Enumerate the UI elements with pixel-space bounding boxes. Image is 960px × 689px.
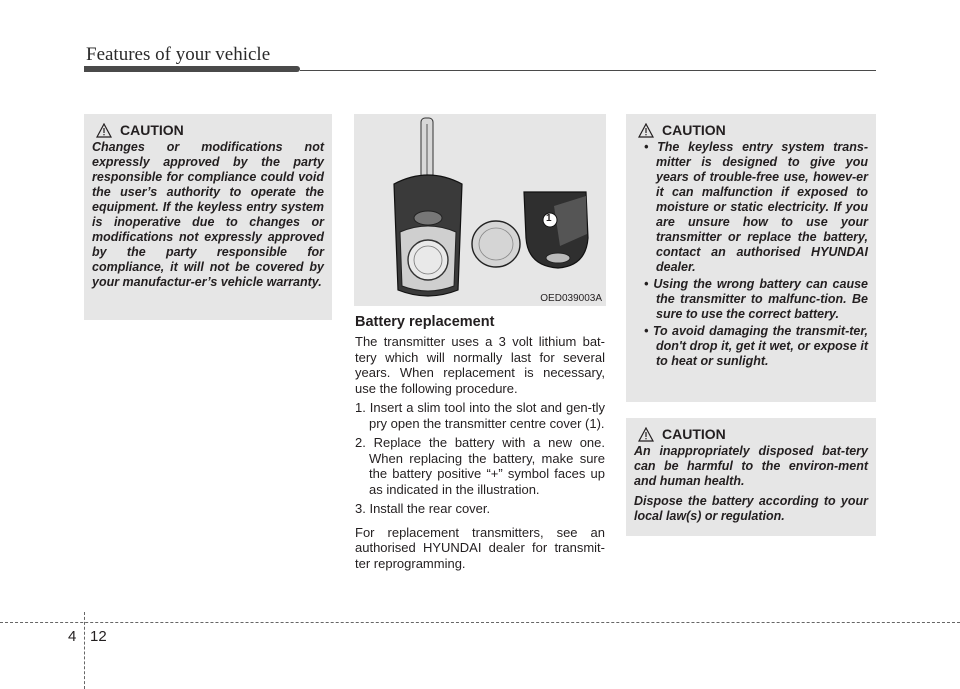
list-item: 3. Install the rear cover. <box>355 501 491 516</box>
caution-paragraph: Changes or modifications not expressly approved by the party responsible for compliance could void the user’s authority to operate the equipment. If the keyless entry system is inoperative due to changes or modifications not expressly approved by the party responsible for compliance, it will not be covered by your manufactur-er’s vehicle warranty. <box>92 140 324 289</box>
list-item: • To avoid damaging the transmit-ter, don't drop it, get it wet, or expose it to heat or sunlight. <box>634 324 868 369</box>
warning-icon <box>638 427 654 442</box>
caution-heading <box>96 122 324 138</box>
warning-icon <box>638 123 654 138</box>
caution-title: CAUTION <box>662 426 726 442</box>
caution-paragraph: An inappropriately disposed bat-tery can be harmful to the environ-ment and human health. <box>634 444 868 488</box>
caution-text <box>92 140 324 290</box>
list-item: • The keyless entry system trans-mitter is designed to give you years of trouble-free use, howev-er it can malfunction if exposed to moisture or static electricity. If you are unsure how to use your transmitter or replace the battery, contact an authorised HYUNDAI dealer. <box>634 140 868 275</box>
footer-divider <box>84 612 85 689</box>
header-bar <box>84 66 300 72</box>
section-title: Battery replacement <box>355 314 495 330</box>
caution-title: CAUTION <box>662 122 726 138</box>
caution-heading <box>638 122 868 138</box>
caution-box-right-top <box>626 114 876 402</box>
list-item: • Using the wrong battery can cause the transmitter to malfunc-tion. Be sure to use the correct battery. <box>634 277 868 322</box>
key-battery-illustration <box>354 114 606 306</box>
illustration-code: OED039003A <box>540 293 602 304</box>
caution-text <box>634 444 868 524</box>
page-number: 12 <box>90 628 107 645</box>
caution-bullets <box>634 140 868 369</box>
list-item: 2. Replace the battery with a new one. When replacing the battery, make sure the battery positive “+” symbol faces up as indicated in the illustration. <box>355 435 605 497</box>
procedure-steps <box>355 400 605 517</box>
outro-paragraph: For replacement transmitters, see an authorised HYUNDAI dealer for transmit-ter reprogramming. <box>355 524 605 571</box>
caution-title: CAUTION <box>120 122 184 138</box>
caution-heading <box>638 426 868 442</box>
header-rule <box>300 70 876 71</box>
warning-icon <box>96 123 112 138</box>
header-title: Features of your vehicle <box>86 44 271 65</box>
caution-paragraph: Dispose the battery according to your local law(s) or regulation. <box>634 494 868 523</box>
caution-box-left <box>84 114 332 320</box>
key-fob-drawing <box>354 114 606 306</box>
chapter-number: 4 <box>68 628 77 645</box>
list-item: 1. Insert a slim tool into the slot and gen-tly pry open the transmitter centre cover (1). <box>355 400 605 431</box>
caution-box-right-bottom <box>626 418 876 536</box>
callout-number: 1 <box>546 213 552 224</box>
footer-rule <box>0 622 960 623</box>
intro-paragraph: The transmitter uses a 3 volt lithium bat-tery which will normally last for several years. When replacement is necessary, use the following procedure. <box>355 334 605 396</box>
battery-section <box>355 314 605 575</box>
